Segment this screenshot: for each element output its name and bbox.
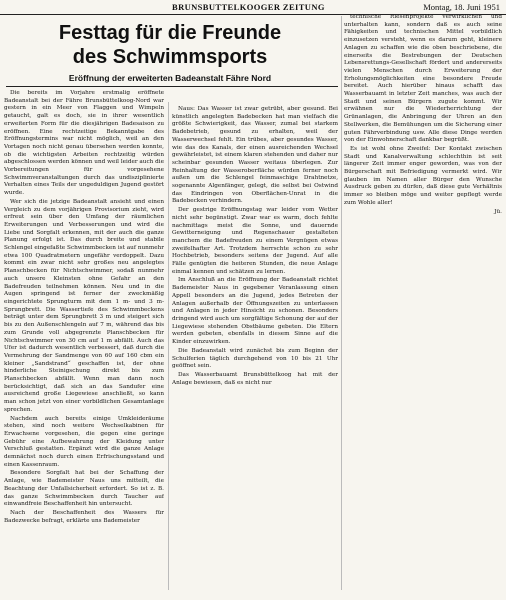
paragraph: Wer sich die jetzige Badeanstalt ansieht und einen Vergleich zu dem vorjährigen Provisorium zieht, wird erfreut sein über den Umfang der räumlichen Erweiterungen und Verbesserungen und wird die Liebe und Sorgfalt erkennen, mit der auch die ganze Planung erfolgt ist. Das durch breite und stabile Schlengel eingefaßte Schwimmbecken ist auf nunmehr etwa 100 Quadratmetern ungefähr verdoppelt. Dazu kommt ein zwar nicht sehr großes neu angelegtes Planschbecken für Nichtschwimmer, sodaß nunmehr auch unsere Kleinsten ohne Gefahr an den Badefreuden teilnehmen können. Neu und in die Augen springend ist ferner der zweckmäßig eingerichtete Sprungturm mit dem 1 m- und 3 m-Sprungbrett. Die Wassertiefe des Schwimmbeckens beträgt unter dem Sprungbrett 3 m und steigert sich bis zu den Außenschlengeln auf 7 m, während das bis zum Grunde voll abgegrenzte Planschbecken für Nichtschwimmer von 30 cm auf 1 m abfällt. Auch das Ufer ist dadurch wesentlich verbessert, daß durch die Vermehrung der Sandmenge von 60 auf 160 cbm ein kleiner „Sandstrand“ geschaffen ist, der ohne hinderliche Steinigschung direkt bis zum Planschbecken abfällt. Wenn man dann noch berücksichtigt, daß sich an das Sandufer eine ausreichend große Liegewiese anschließt, so kann man schon jetzt von einer vorbildlichen Gesamtanlage sprechen. — [4, 198, 164, 413]
paragraph: Das Wasserbauamt Brunsbüttelkoog hat mit der Anlage bewiesen, daß es nicht nur — [172, 371, 338, 386]
column-divider — [341, 16, 342, 590]
paragraph: Die Badeanstalt wird zunächst bis zum Beginn der Schulferien täglich durchgehend von 10 bis 21 Uhr geöffnet sein. — [172, 347, 338, 370]
article-column-2 — [172, 106, 338, 596]
column-divider — [168, 102, 169, 590]
paragraph: technische Riesenprojekte verwirklichen und unterhalten kann, sondern daß es auch seine Fähigkeiten und technischen Mittel vorbildlich einzusetzen versteht, wenn es darum geht, kleinere Anlagen zu schaffen wie die oben beschriebene, die einerseits die Bestrebungen der Deutschen Lebensrettungs-Gesellschaft fördert und andererseits vielen Menschen durch Erweiterung der Erholungsmöglichkeiten eine besondere Freude bereitet. Auch hierüber hinaus schafft das Wasserbauamt in letzter Zeit manches, was auch der Stadt und seinen Bürgern zugute kommt. Wir erwähnen nur die Wiederherrichtung der Grünanlagen, die Anbringung der Uhren an den Stellwerken, die Bemühungen um die Sicherung einer guten Fährverbindung usw. Alle diese Dinge werden von der Einwohnerschaft dankbar begrüßt. — [344, 14, 502, 144]
headline-block — [0, 16, 340, 96]
author-signature: Jü. — [494, 208, 502, 215]
paragraph: Der gestrige Eröffnungstag war leider vom Wetter nicht sehr begünstigt. Zwar war es warm, doch fehlte nachmittags meist die Sonne, und dauernde Gewitterneigung und Regenschauer gestalteten manchem die Badefreuden zu einem Vergnügen etwas zweifelhafter Art. Trotzdem herrschte schon zu sehr Hochbetrieb, besonders seitens der Jugend. Auf alle Fälle genügten die heiteren Stunden, die neue Anlage einmal kennen und schätzen zu lernen. — [172, 207, 338, 275]
paragraph: Im Anschluß an die Eröffnung der Badeanstalt richtet Bademeister Naus in gegebener Veranlassung einen Appell besonders an die Jugend, jedes Betreten der Anlagen außerhalb der Öffnungszeiten zu unterlassen und Anlagen in jeder Hinsicht zu schonen. Besonders dringend wird auch um sorgfältige Schonung der auf der Liegewiese stehenden Obstbäume gebeten. Die Eltern werden gebeten, ebenfalls in diesem Sinne auf die Kinder einzuwirken. — [172, 277, 338, 346]
article-column-3 — [344, 14, 502, 592]
paragraph: Die bereits im Vorjahre erstmalig eröffnete Badeanstalt bei der Fähre Brunsbüttelkoog-Nord war gestern in ein Meer von Flaggen und Wimpeln getaucht, galt es doch, sie in ihrer wesentlich erweiterten Form für die diesjährigen Badesaison zu eröffnen. Eine rechtzeitige Bekanntgabe des Eröffnungstermins war nicht möglich, weil an den Vortagen noch nicht genau übersehen werden konnte, ob die wichtigsten Arbeiten rechtzeitig würden abgeschlossen werden können und weil leider auch die Vorbereitungen für vorgesehene Schwimmveranstaltungen durch das undisziplinierte Verhalten eines Teils der ungeduldigen Jugend gestört wurde. — [4, 90, 164, 197]
newspaper-name: BRUNSBUTTELKOOGER ZEITUNG — [172, 2, 325, 12]
masthead — [0, 0, 506, 15]
paragraph: Es ist wohl ohne Zweifel: Der Kontakt zwischen Stadt und Kanalverwaltung schlechthin ist seit längerer Zeit immer enger geworden, was von der Bürgerschaft mit Befriedigung vermerkt wird. Wir glauben im Namen aller Bürger den Wunsche Ausdruck geben zu dürfen, daß diese gute Verhältnis immer so bleiben möge und weiter gepflegt werde zum Wohle aller! — [344, 145, 502, 206]
paragraph: Nachdem auch bereits einige Umkleideräume stehen, sind noch weitere Wechselkabinen für Erwachsene vorgesehen, die gegen eine geringe Gebühr eine Aufbewahrung der Kleidung unter Verschluß gestatten. Ergänzt wird die ganze Anlage demnächst noch durch einen Erfrischungsstand und einen Kassenraum. — [4, 415, 164, 468]
paragraph: Besondere Sorgfalt hat bei der Schaffung der Anlage, wie Bademeister Naus uns mitteilt, die Beachtung der Unfallsicherheit erfordert. So ist z. B. das ganze Schwimmbecken durch Taucher auf einwandfreie Beschaffenheit hin untersucht. — [4, 470, 164, 508]
headline-rule — [6, 86, 338, 87]
headline-line-2: des Schwimmsports — [72, 46, 268, 68]
article-column-1 — [4, 90, 164, 596]
headline-line-1: Festtag für die Freunde — [58, 22, 282, 44]
paragraph: Nach der Beschaffenheit des Wassers für Badezwecke befragt, erklärte uns Bademeister — [4, 509, 164, 524]
issue-date: Montag, 18. Juni 1951 — [423, 2, 500, 12]
paragraph: Naus: Das Wasser ist zwar getrübt, aber gesund. Bei künstlich angelegten Badebecken hat man vielfach die größte Schwierigkeit, das Wasser, zumal bei starkem Badebetrieb, gesund zu erhalten, weil der Wasserwechsel fehlt. Ein trübes, aber gesundes Wasser, wie das des Kanals, der einen ausreichenden Wechsel gewährleistet, ist einem klaren stehenden und daher nur scheinbar gesunden Wasser weitaus überlegen. Zur Reinhaltung der Wasseroberfläche würden ferner noch außen um die Schlengel feinmaschige Drahtnetze, sogenannte Algenfänger, gelegt, die selbst bei Ostwind das Eindringen von Oberflächen-Unrat in die Badebecken verhindern. — [172, 106, 338, 205]
subheadline: Eröffnung der erweiterten Badeanstalt Fähre Nord — [68, 73, 272, 83]
